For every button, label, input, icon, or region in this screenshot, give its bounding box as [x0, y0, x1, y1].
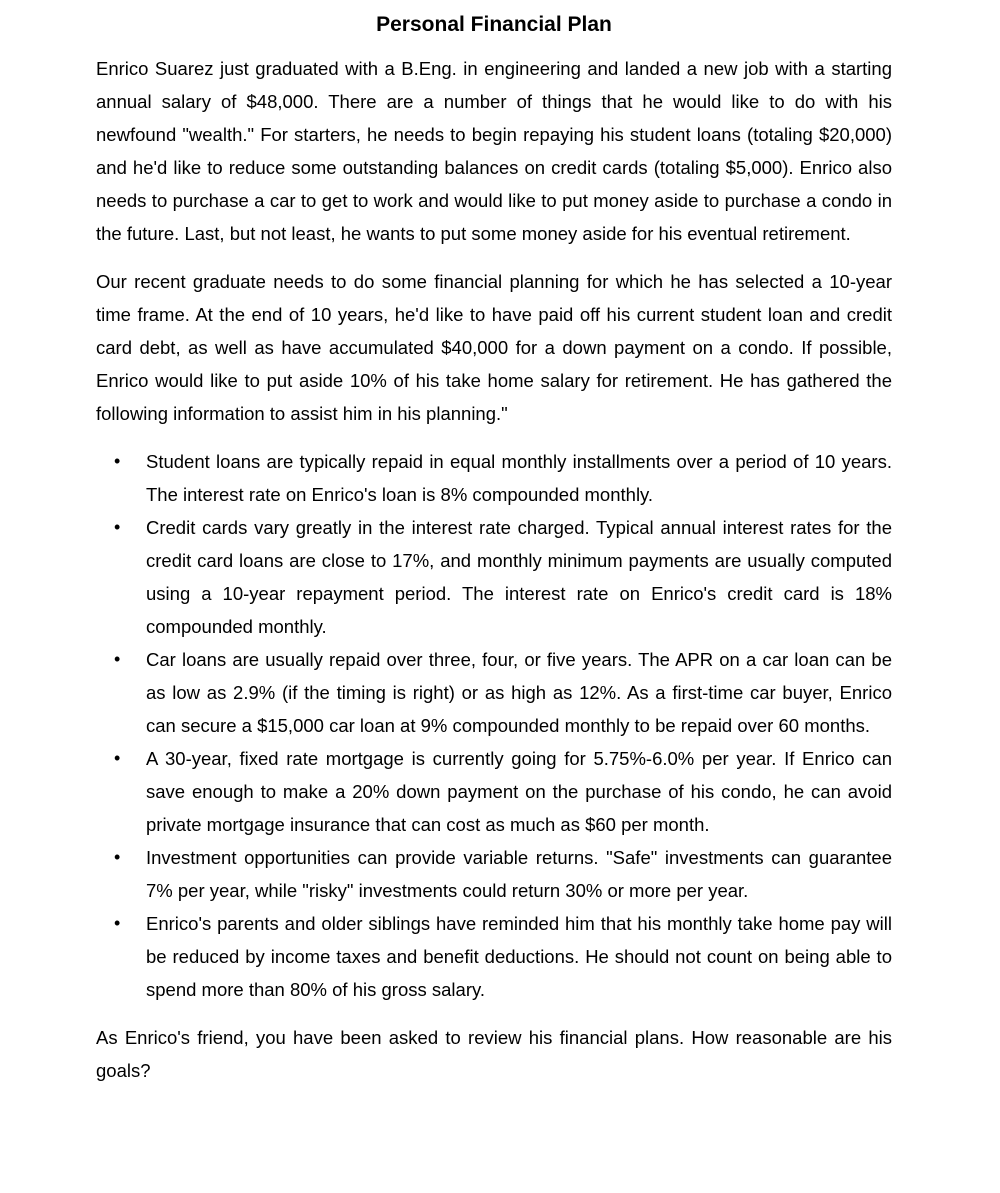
list-item: [114, 445, 892, 511]
list-item: [114, 841, 892, 907]
bullet-icon: •: [114, 649, 121, 669]
car-loan-item: Car loans are usually repaid over three, four, or five years. The APR on a car loan can be as low as 2.9% (if the timing is right) or as high as 12%. As a first-time car buyer, Enrico can secure a $15,000 car loan at 9% compounded monthly to be repaid over 60 months.: [146, 649, 892, 736]
list-item: [114, 907, 892, 1006]
document-title: Personal Financial Plan: [376, 13, 612, 36]
bullet-icon: •: [114, 748, 121, 768]
list-item: [114, 643, 892, 742]
investment-item: Investment opportunities can provide variable returns. "Safe" investments can guarantee 7% per year, while "risky" investments could return 30% or more per year.: [146, 847, 892, 901]
intro-paragraph: Enrico Suarez just graduated with a B.Eng. in engineering and landed a new job with a starting annual salary of $48,000. There are a number of things that he would like to do with his newfound "wealth." For starters, he needs to begin repaying his student loans (totaling $20,000) and he'd like to reduce some outstanding balances on credit cards (totaling $5,000). Enrico also needs to purchase a car to get to work and would like to put money aside to purchase a condo in the future. Last, but not least, he wants to put some money aside for his eventual retirement.: [96, 58, 892, 244]
bullet-icon: •: [114, 451, 121, 471]
bullet-icon: •: [114, 517, 121, 537]
take-home-pay-item: Enrico's parents and older siblings have reminded him that his monthly take home pay will be reduced by income taxes and benefit deductions. He should not count on being able to spend more than 80% of his gross salary.: [146, 913, 892, 1000]
list-item: [114, 742, 892, 841]
student-loan-item: Student loans are typically repaid in equal monthly installments over a period of 10 years. The interest rate on Enrico's loan is 8% compounded monthly.: [146, 451, 892, 505]
credit-card-item: Credit cards vary greatly in the interest rate charged. Typical annual interest rates for the credit card loans are close to 17%, and monthly minimum payments are usually computed using a 10-year repayment period. The interest rate on Enrico's credit card is 18% compounded monthly.: [146, 517, 892, 637]
bullet-icon: •: [114, 847, 121, 867]
mortgage-item: A 30-year, fixed rate mortgage is currently going for 5.75%-6.0% per year. If Enrico can save enough to make a 20% down payment on the purchase of his condo, he can avoid private mortgage insurance that can cost as much as $60 per month.: [146, 748, 892, 835]
bullet-icon: •: [114, 913, 121, 933]
closing-paragraph: As Enrico's friend, you have been asked to review his financial plans. How reasonable are his goals?: [96, 1027, 892, 1081]
info-bullet-list: [96, 445, 892, 1006]
list-item: [114, 511, 892, 643]
planning-paragraph: Our recent graduate needs to do some financial planning for which he has selected a 10-year time frame. At the end of 10 years, he'd like to have paid off his current student loan and credit card debt, as well as have accumulated $40,000 for a down payment on a condo. If possible, Enrico would like to put aside 10% of his take home salary for retirement. He has gathered the following information to assist him in his planning.": [96, 271, 892, 424]
